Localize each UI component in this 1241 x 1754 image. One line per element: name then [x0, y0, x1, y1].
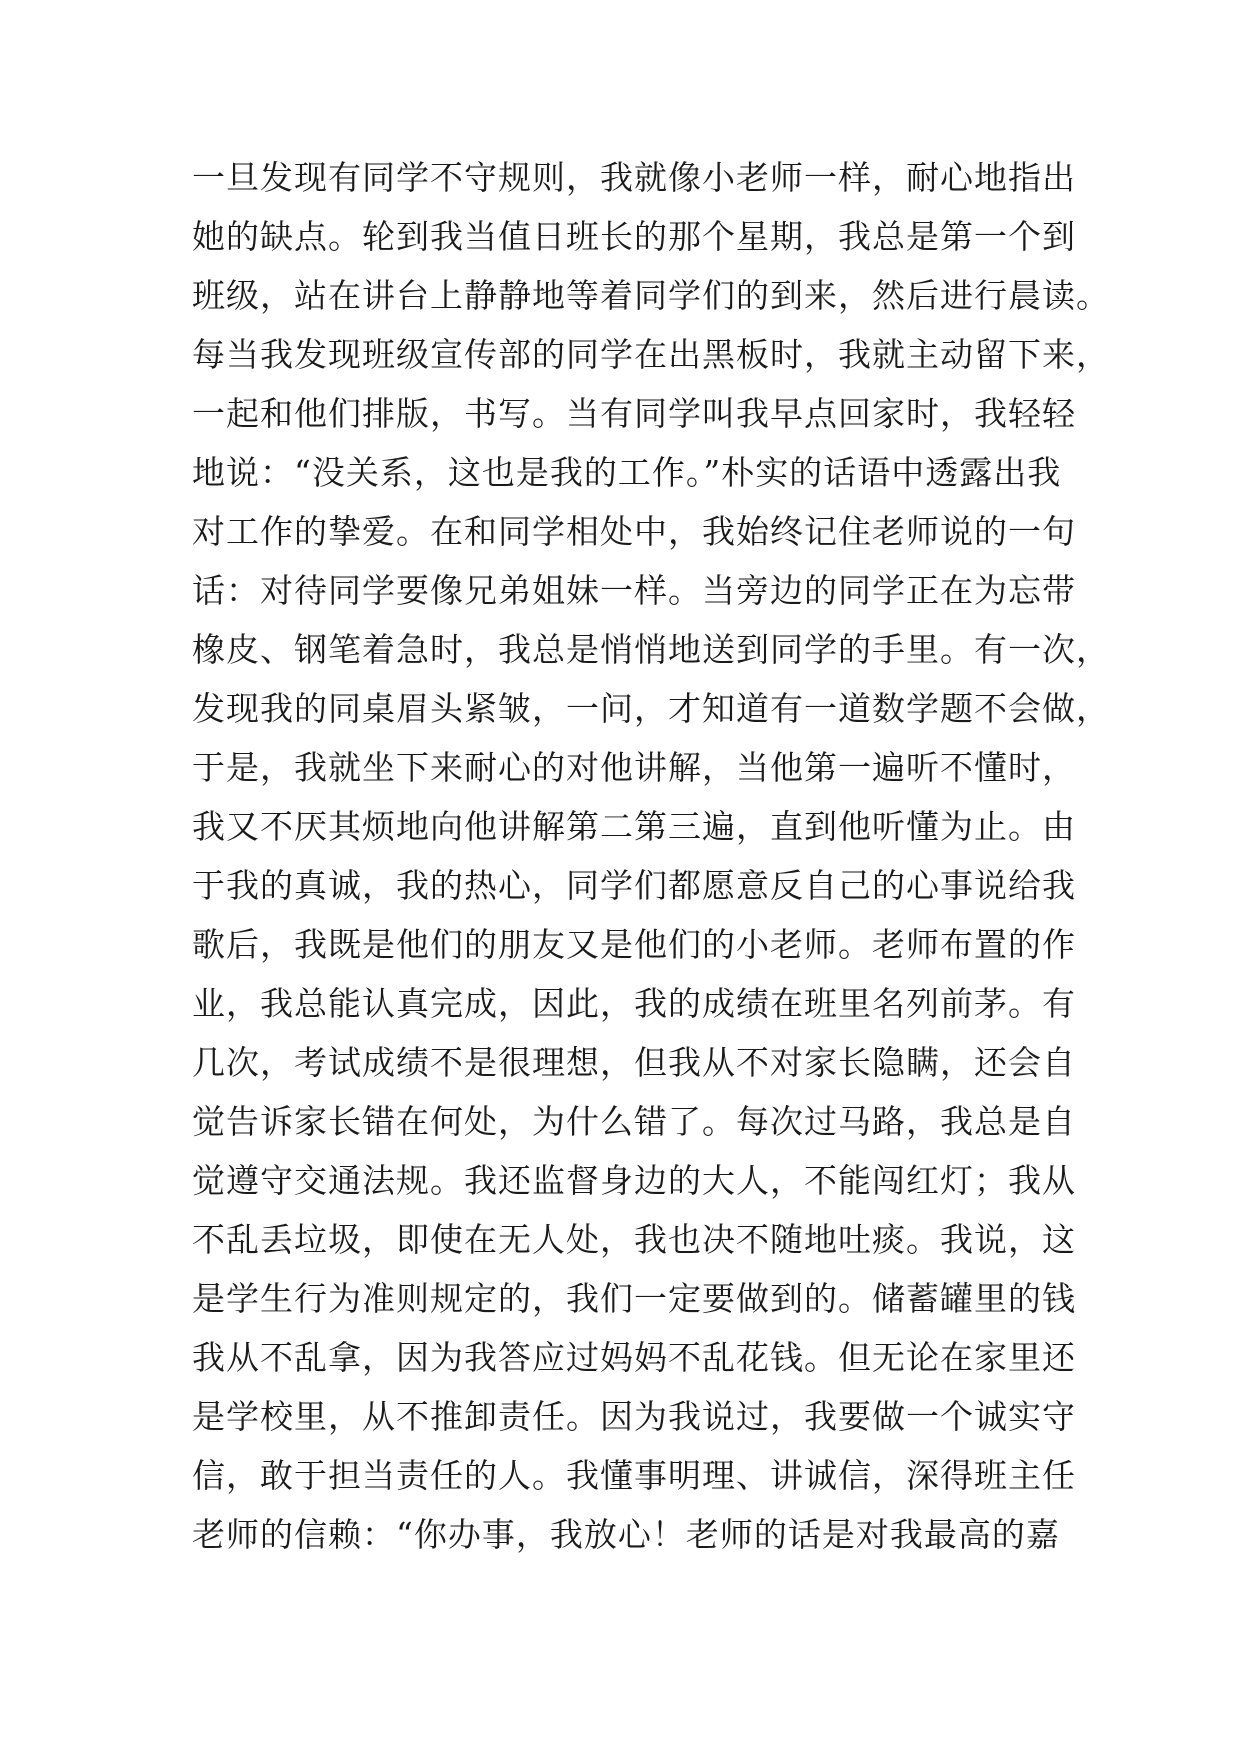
text-line: 我从不乱拿，因为我答应过妈妈不乱花钱。但无论在家里还: [192, 1338, 1076, 1377]
text-line: 每当我发现班级宣传部的同学在出黑板时，我就主动留下来，: [192, 335, 1110, 374]
text-line: 不乱丢垃圾，即使在无人处，我也决不随地吐痰。我说，这: [192, 1220, 1076, 1259]
text-line: 地说：“没关系，这也是我的工作。”朴实的话语中透露出我: [192, 453, 1062, 492]
text-line: 是学校里，从不推卸责任。因为我说过，我要做一个诚实守: [192, 1397, 1076, 1436]
body-text: [192, 148, 1110, 1564]
text-line: 班级，站在讲台上静静地等着同学们的到来，然后进行晨读。: [192, 276, 1110, 315]
text-line: 我又不厌其烦地向他讲解第二第三遍，直到他听懂为止。由: [192, 807, 1076, 846]
text-line: 一旦发现有同学不守规则，我就像小老师一样，耐心地指出: [192, 158, 1076, 197]
text-line: 老师的信赖：“你办事，我放心！老师的话是对我最高的嘉: [192, 1515, 1060, 1554]
text-line: 发现我的同桌眉头紧皱，一问，才知道有一道数学题不会做，: [192, 689, 1110, 728]
text-line: 几次，考试成绩不是很理想，但我从不对家长隐瞒，还会自: [192, 1043, 1076, 1082]
text-line: 觉遵守交通法规。我还监督身边的大人，不能闯红灯；我从: [192, 1161, 1076, 1200]
text-line: 橡皮、钢笔着急时，我总是悄悄地送到同学的手里。有一次，: [192, 630, 1110, 669]
text-line: 话：对待同学要像兄弟姐妹一样。当旁边的同学正在为忘带: [192, 571, 1076, 610]
text-line: 觉告诉家长错在何处，为什么错了。每次过马路，我总是自: [192, 1102, 1076, 1141]
text-line: 是学生行为准则规定的，我们一定要做到的。储蓄罐里的钱: [192, 1279, 1076, 1318]
text-line: 她的缺点。轮到我当值日班长的那个星期，我总是第一个到: [192, 217, 1076, 256]
text-line: 信，敢于担当责任的人。我懂事明理、讲诚信，深得班主任: [192, 1456, 1076, 1495]
text-line: 业，我总能认真完成，因此，我的成绩在班里名列前茅。有: [192, 984, 1076, 1023]
text-line: 歌后，我既是他们的朋友又是他们的小老师。老师布置的作: [192, 925, 1076, 964]
text-line: 对工作的挚爱。在和同学相处中，我始终记住老师说的一句: [192, 512, 1076, 551]
text-line: 于我的真诚，我的热心，同学们都愿意反自己的心事说给我: [192, 866, 1076, 905]
text-line: 一起和他们排版，书写。当有同学叫我早点回家时，我轻轻: [192, 394, 1076, 433]
text-line: 于是，我就坐下来耐心的对他讲解，当他第一遍听不懂时，: [192, 748, 1076, 787]
